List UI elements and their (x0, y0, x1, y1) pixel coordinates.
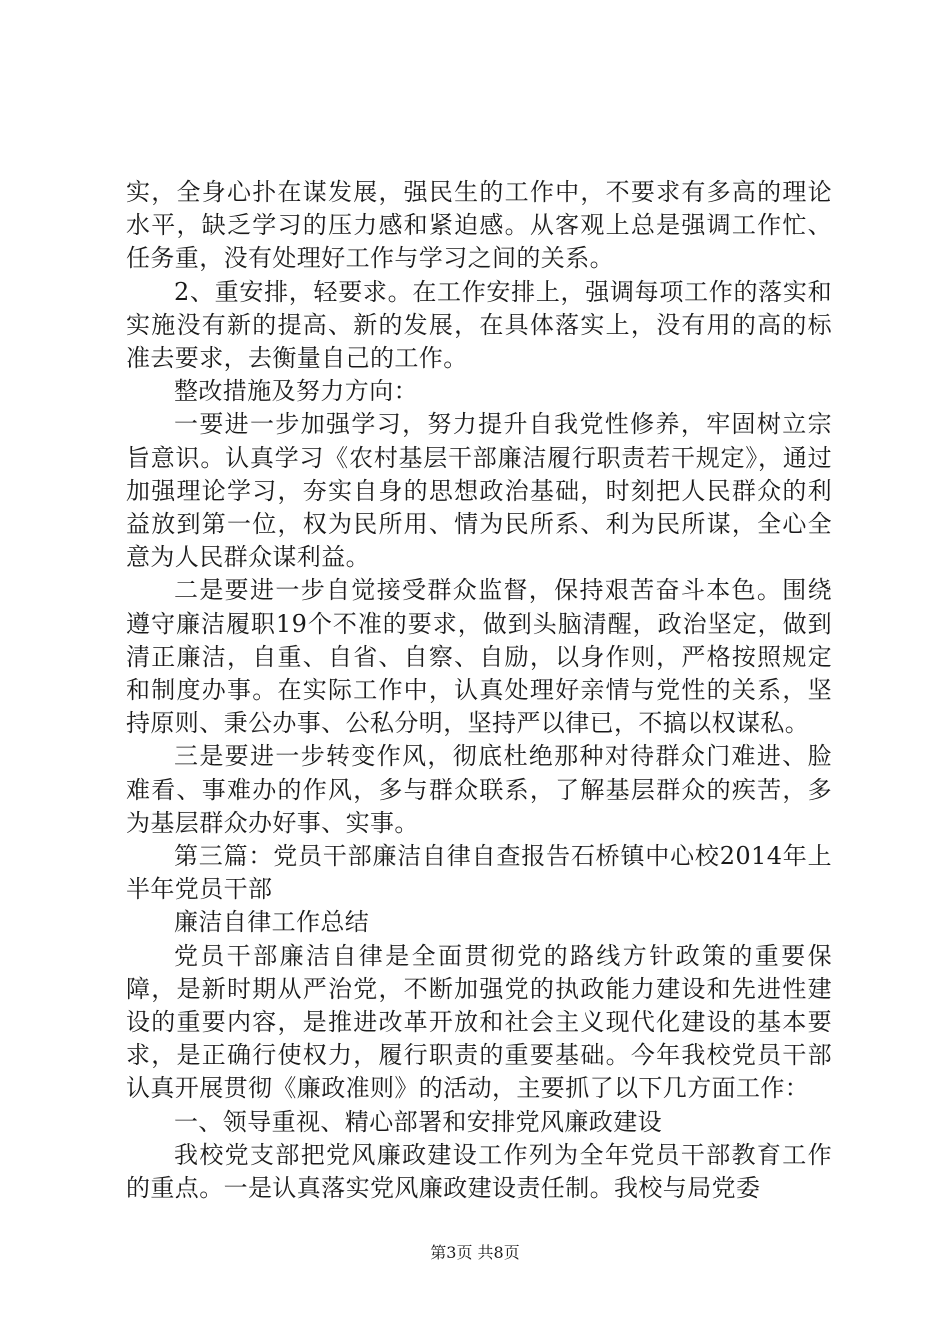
paragraph-continued: 实，全身心扑在谋发展，强民生的工作中，不要求有多高的理论水平，缺乏学习的压力感和紧迫感。从客观上总是强调工作忙、任务重，没有处理好工作与学习之间的关系。 (126, 178, 832, 273)
paragraph-section-body: 我校党支部把党风廉政建设工作列为全年党员干部教育工作的重点。一是认真落实党风廉政建设责任制。我校与局党委 (126, 1140, 832, 1203)
paragraph-subtitle: 廉洁自律工作总结 (174, 908, 370, 937)
paragraph-intro: 党员干部廉洁自律是全面贯彻党的路线方针政策的重要保障，是新时期从严治党，不断加强党的执政能力建设和先进性建设的重要内容，是推进改革开放和社会主义现代化建设的基本要求，是正确行使权力，履行职责的重要基础。今年我校党员干部认真开展贯彻《廉政准则》的活动，主要抓了以下几方面工作： (126, 941, 832, 1103)
paragraph-section-heading: 一、领导重视、精心部署和安排党风廉政建设 (174, 1107, 662, 1136)
paragraph-heading-measures: 整改措施及努力方向： (174, 377, 418, 406)
document-body (126, 176, 832, 1205)
paragraph-measure-2: 二是要进一步自觉接受群众监督，保持艰苦奋斗本色。围绕遵守廉洁履职19个不准的要求，做到头脑清醒，政治坚定，做到清正廉洁，自重、自省、自察、自励，以身作则，严格按照规定和制度办事。在实际工作中，认真处理好亲情与党性的关系，坚持原则、秉公办事、公私分明，坚持严以律已，不搞以权谋私。 (126, 576, 832, 738)
paragraph-point-2: 2、重安排，轻要求。在工作安排上，强调每项工作的落实和实施没有新的提高、新的发展，在具体落实上，没有用的高的标准去要求，去衡量自己的工作。 (126, 277, 832, 373)
paragraph-chapter-title: 第三篇：党员干部廉洁自律自查报告石桥镇中心校2014年上半年党员干部 (126, 842, 832, 904)
paragraph-measure-1: 一要进一步加强学习，努力提升自我党性修养，牢固树立宗旨意识。认真学习《农村基层干部廉洁履行职责若干规定》，通过加强理论学习，夯实自身的思想政治基础，时刻把人民群众的利益放到第一位，权为民所用、情为民所系、利为民所谋，全心全意为人民群众谋利益。 (126, 410, 832, 572)
paragraph-measure-3: 三是要进一步转变作风，彻底杜绝那种对待群众门难进、脸难看、事难办的作风，多与群众联系，了解基层群众的疾苦，多为基层群众办好事、实事。 (126, 742, 832, 837)
page-number-footer: 第3页 共8页 (430, 1243, 520, 1262)
